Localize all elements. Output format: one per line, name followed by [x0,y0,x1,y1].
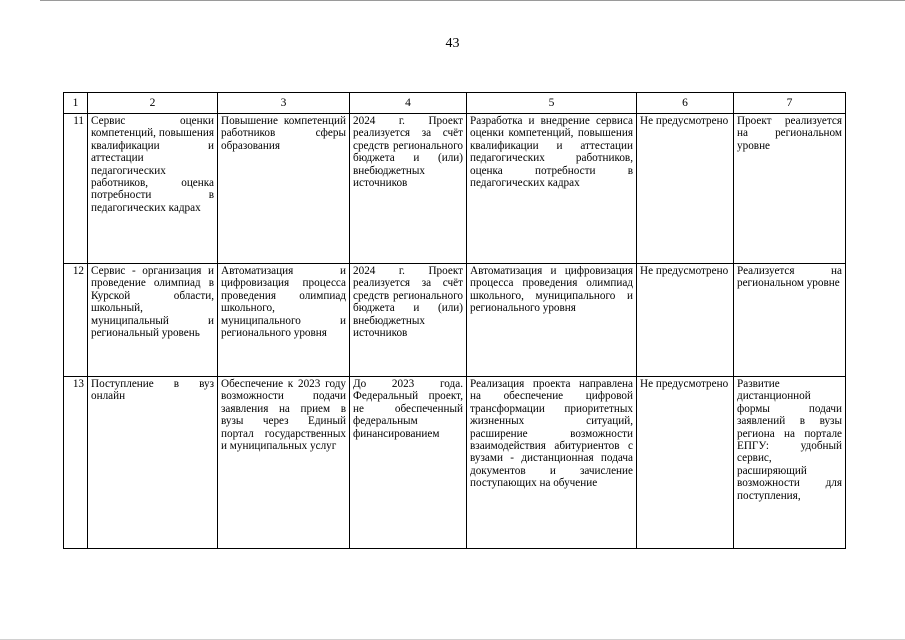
service-name-cell: Поступление в вуз онлайн [88,377,218,549]
timing-cell: 2024 г. Проект реализуется за счёт средств регионального бюджета и (или) внебюджетных источников [350,264,467,377]
timing-cell: 2024 г. Проект реализуется за счёт средств регионального бюджета и (или) внебюджетных источников [350,114,467,264]
service-name-cell: Сервис - организация и проведение олимпиад в Курской области, школьный, муниципальный и региональный уровень [88,264,218,377]
row-number: 13 [64,377,88,549]
regional-cell: Развитие дистанционной формы подачи заявлений в вузы региона на портале ЕПГУ: удобный сервис, расширяющий возможности для поступления, [734,377,846,549]
federal-cell: Не предусмотрено [637,114,734,264]
header-cell: 4 [350,93,467,114]
federal-cell: Не предусмотрено [637,377,734,549]
header-cell: 3 [218,93,350,114]
description-cell: Автоматизация и цифровизация процесса проведения олимпиад школьного, муниципального и регионального уровня [467,264,637,377]
header-cell: 2 [88,93,218,114]
header-cell: 5 [467,93,637,114]
goal-cell: Повышение компетенций работников сферы образования [218,114,350,264]
row-number: 11 [64,114,88,264]
goal-cell: Автоматизация и цифровизация процесса проведения олимпиад школьного, муниципального и регионального уровня [218,264,350,377]
description-cell: Реализация проекта направлена на обеспечение цифровой трансформации приоритетных жизненных ситуаций, расширение возможности взаимодействия абитуриентов с вузами - дистанционная подача документов и зачисление поступающих на обучение [467,377,637,549]
goal-cell: Обеспечение к 2023 году возможности подачи заявления на прием в вузы через Единый портал государственных и муниципальных услуг [218,377,350,549]
regional-cell: Проект реализуется на региональном уровне [734,114,846,264]
page-top-border [40,0,905,2]
table-row [64,114,846,264]
service-name-cell: Сервис оценки компетенций, повышения квалификации и аттестации педагогических работников, оценка потребности в педагогических кадрах [88,114,218,264]
projects-table [63,92,846,549]
header-cell: 6 [637,93,734,114]
row-number: 12 [64,264,88,377]
table-header-row [64,93,846,114]
description-cell: Разработка и внедрение сервиса оценки компетенций, повышения квалификации и аттестации педагогических работников, оценка потребности в педагогических кадрах [467,114,637,264]
header-cell: 7 [734,93,846,114]
regional-cell: Реализуется на региональном уровне [734,264,846,377]
page-number: 43 [445,36,460,51]
federal-cell: Не предусмотрено [637,264,734,377]
header-cell: 1 [64,93,88,114]
table-row [64,264,846,377]
table-row [64,377,846,549]
timing-cell: До 2023 года. Федеральный проект, не обеспеченный федеральным финансированием [350,377,467,549]
